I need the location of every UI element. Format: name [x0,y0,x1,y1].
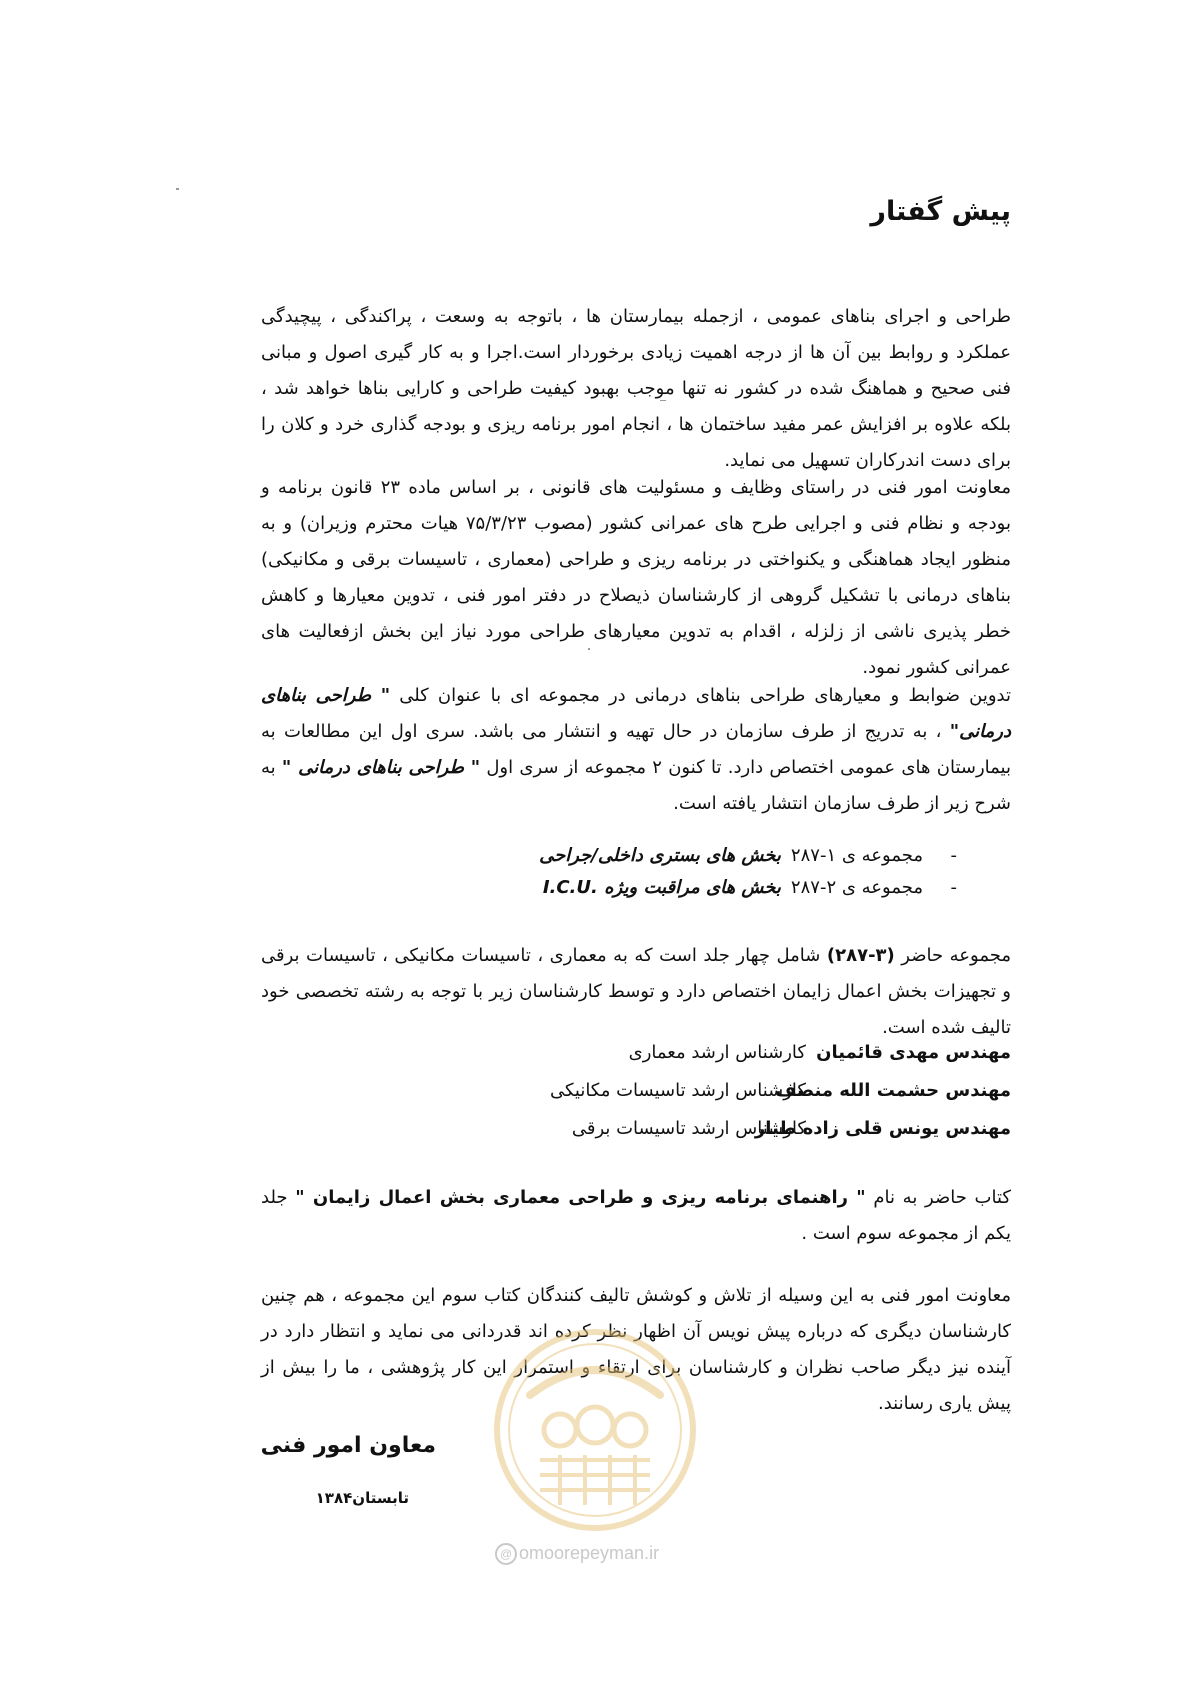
paragraph-5 [261,1180,1011,1252]
paragraph-4 [261,938,1011,1046]
author-name: مهندس یونس قلی زاده طیار [754,1118,1011,1139]
series-title: بخش های بستری داخلی/جراحی [539,845,781,866]
list-dash: - [950,877,957,898]
published-series-list [539,840,957,904]
author-role: کارشناس ارشد تاسیسات برقی [571,1118,806,1139]
paragraph-6: معاونت امور فنی به این وسیله از تلاش و کوشش تالیف کنندگان کتاب سوم این مجموعه ، هم چنین کارشناسان دیگری که درباره پیش نویس آن اظهار نظر کرده اند قدردانی می نماید و انتظار دارد در آینده نیز دیگر صاحب نظران و کارشناسان برای ارتقاء و استمرار این کار پژوهشی ، ما را بیش از پیش یاری رسانند. [261,1285,1011,1414]
paragraph-5-text-b: جلد یکم از مجموعه سوم است . [261,1187,1011,1244]
series-title: بخش های مراقبت ویژه .I.C.U [542,877,781,898]
author-role: کارشناس ارشد تاسیسات مکانیکی [549,1080,806,1101]
page-title: پیش گفتار [870,196,1011,227]
paragraph-1: طراحی و اجرای بناهای عمومی ، ازجمله بیمارستان ها ، باتوجه به وسعت ، پراکندگی ، پیچیدگی عملکرد و روابط بین آن ها از درجه اهمیت زیادی برخوردار است.اجرا و به کار گیری اصول و مبانی فنی صحیح و هماهنگ شده در کشور نه تنها موجب بهبود کیفیت طراحی و کارایی بناها خواهد شد ، بلکه علاوه بر افزایش عمر مفید ساختمان ها ، انجام امور برنامه ریزی و بودجه گذاری خرد و کلان را برای دست اندرکاران تسهیل می نماید. [261,306,1011,471]
series-name-emphasis-2: " طراحی بناهای درمانی " [281,757,481,778]
series-label: مجموعه ی ۲-۲۸۷ [790,877,923,898]
scan-speck [660,400,666,401]
series-name-emphasis: " طراحی بناهای درمانی" [261,685,1011,742]
at-icon: @ [495,1543,517,1565]
author-role: کارشناس ارشد معماری [628,1042,806,1063]
list-item [550,1110,1011,1148]
scan-speck [588,648,590,650]
paragraph-5-text-a: کتاب حاضر به نام [865,1187,1011,1208]
paragraph-2: معاونت امور فنی در راستای وظایف و مسئولیت های قانونی ، بر اساس ماده ۲۳ قانون برنامه و بودجه و نظام فنی و اجرایی طرح های عمرانی کشور (مصوب ۷۵/۳/۲۳ هیات محترم وزیران) و به منظور ایجاد هماهنگی و یکنواختی در برنامه ریزی و طراحی (معماری ، تاسیسات برقی و مکانیکی) بناهای درمانی با تشکیل گروهی از کارشناسان ذیصلاح در دفتر امور فنی ، تدوین معیارها و کاهش خطر پذیری ناشی از زلزله ، اقدام به تدوین معیارهای طراحی مورد نیاز این بخش ازفعالیت های عمرانی کشور نمود. [261,477,1012,678]
author-name: مهندس حشمت الله منصف [775,1080,1011,1101]
paragraph-3-text-b: ، به تدریج از طرف سازمان در حال تهیه و انتشار می باشد. سری اول این مطالعات به بیمارستان های عمومی اختصاص دارد. تا کنون ۲ مجموعه از سری اول [261,721,1011,778]
book-title: " راهنمای برنامه ریزی و طراحی معماری بخش اعمال زایمان " [295,1187,866,1208]
author-name: مهندس مهدی قائمیان [816,1042,1011,1063]
list-item [550,1072,1011,1110]
authors-list [550,1034,1011,1148]
list-item [539,840,957,872]
paragraph-4-text-a: مجموعه حاضر [894,945,1011,966]
watermark-url: @ omoorepeyman.ir [495,1543,659,1565]
list-dash: - [950,845,957,866]
paragraph-3-text-a: تدوین ضوابط و معیارهای طراحی بناهای درمانی در مجموعه ای با عنوان کلی [390,685,1011,706]
paragraph-4-text-b: شامل چهار جلد است که به معماری ، تاسیسات مکانیکی ، تاسیسات برقی و تجهیزات بخش اعمال زایمان اختصاص دارد و توسط کارشناسان زیر با توجه به رشته تخصصی خود تالیف شده است. [261,945,1011,1038]
watermark-seal-icon [490,1325,700,1535]
series-label: مجموعه ی ۱-۲۸۷ [790,845,923,866]
paragraph-3-text-c: به شرح زیر از طرف سازمان انتشار یافته است. [261,757,1011,814]
date: تابستان۱۳۸۴ [315,1489,409,1507]
list-item [539,872,957,904]
scan-speck [176,188,179,190]
collection-number: (۳-۲۸۷) [826,945,895,966]
paragraph-3 [261,678,1011,822]
list-item [550,1034,1011,1072]
signature: معاون امور فنی [260,1433,436,1458]
